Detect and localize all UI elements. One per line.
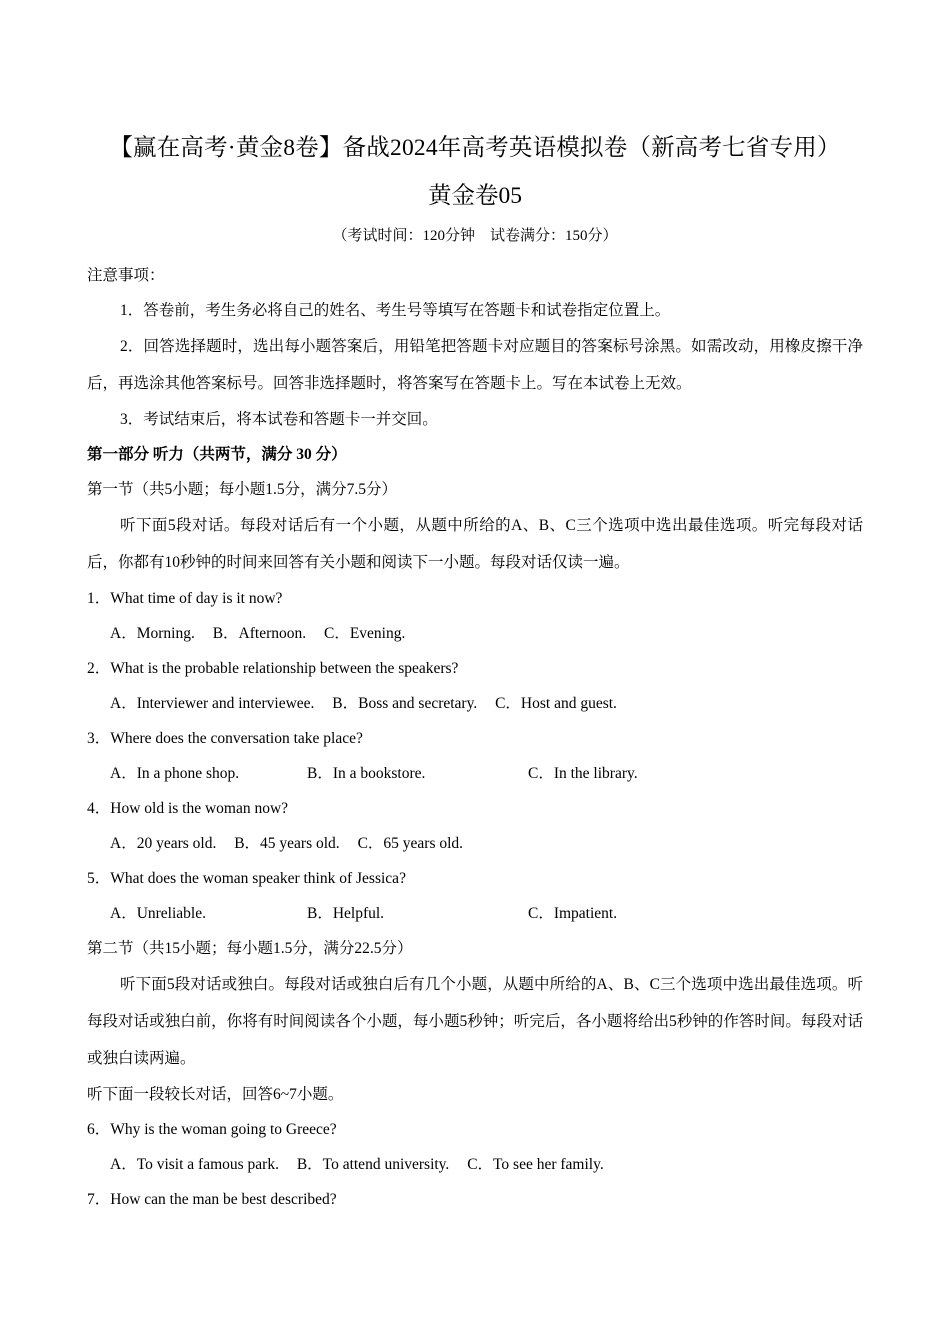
option-a: A．Interviewer and interviewee. [110,695,315,712]
option-c: C．To see her family. [467,1156,604,1173]
question-2: 2．What is the probable relationship between the speakers? [87,660,459,677]
question-5: 5．What does the woman speaker think of Jessica? [87,870,406,887]
option-a: A．Morning. [110,625,195,642]
option-b: B．Boss and secretary. [332,695,478,712]
option-c: C．In the library. [528,765,638,782]
question-3: 3．Where does the conversation take place? [87,730,363,747]
question-1: 1．What time of day is it now? [87,590,283,607]
note-item-1: 1．答卷前，考生务必将自己的姓名、考生号等填写在答题卡和试卷指定位置上。 [120,302,671,319]
option-b: B．To attend university. [296,1156,450,1173]
question-2-options [87,686,863,721]
section1-instructions: 听下面5段对话。每段对话后有一个小题，从题中所给的A、B、C三个选项中选出最佳选项。听完每段对话后，你都有10秒钟的时间来回答有关小题和阅读下一小题。每段对话仅读一遍。 [87,517,863,571]
exam-time-info: （考试时间：120分钟 试卷满分：150分） [332,228,618,244]
option-b: B．In a bookstore. [307,765,426,782]
question-4-options [87,826,863,861]
exam-title: 【赢在高考·黄金8卷】备战2024年高考英语模拟卷（新高考七省专用） [109,135,841,161]
option-b: B．45 years old. [234,835,340,852]
option-c: C．Impatient. [528,905,618,922]
option-b: B．Afternoon. [212,625,307,642]
option-c: C．65 years old. [357,835,464,852]
question-6: 6．Why is the woman going to Greece? [87,1121,337,1138]
section2-instructions: 听下面5段对话或独白。每段对话或独白后有几个小题，从题中所给的A、B、C三个选项中选出最佳选项。听每段对话或独白前，你将有时间阅读各个小题，每小题5秒钟；听完后，各小题将给出5秒钟的作答时间。每段对话或独白读两遍。 [87,976,863,1067]
option-a: A．20 years old. [110,835,217,852]
section1-heading: 第一节（共5小题；每小题1.5分，满分7.5分） [87,481,398,498]
notes-heading: 注意事项： [87,267,165,284]
note-item-2: 2．回答选择题时，选出每小题答案后，用铅笔把答题卡对应题目的答案标号涂黑。如需改动，用橡皮擦干净后，再选涂其他答案标号。回答非选择题时，将答案写在答题卡上。写在本试卷上无效。 [87,338,863,392]
question-7: 7．How can the man be best described? [87,1191,337,1208]
option-c: C．Host and guest. [495,695,617,712]
question-3-options [87,756,863,791]
section2-heading: 第二节（共15小题；每小题1.5分，满分22.5分） [87,940,413,957]
note-item-3: 3．考试结束后，将本试卷和答题卡一并交回。 [120,411,438,428]
question-6-options [87,1147,863,1182]
option-c: C．Evening. [324,625,406,642]
part1-heading: 第一部分 听力（共两节，满分 30 分） [87,446,347,463]
option-a: A．In a phone shop. [110,765,240,782]
question-5-options [87,896,863,931]
exam-subtitle: 黄金卷05 [428,183,522,209]
section2-sub-instruction: 听下面一段较长对话，回答6~7小题。 [87,1086,344,1103]
option-a: A．Unreliable. [110,905,206,922]
question-1-options [87,616,863,651]
option-b: B．Helpful. [307,905,385,922]
question-4: 4．How old is the woman now? [87,800,289,817]
option-a: A．To visit a famous park. [110,1156,279,1173]
